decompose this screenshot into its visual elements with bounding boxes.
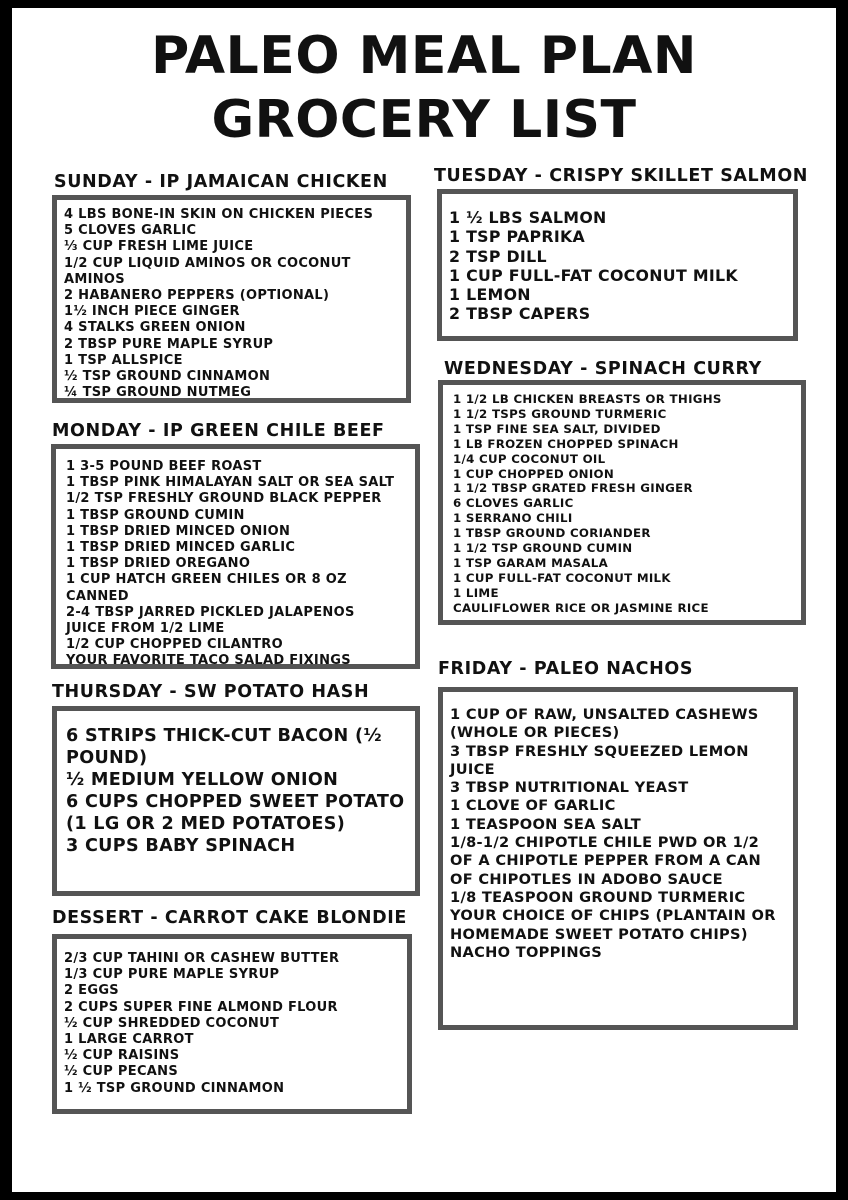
list-item: 1 1/2 TSP GROUND CUMIN bbox=[453, 541, 633, 556]
list-item: ¼ TSP GROUND NUTMEG bbox=[64, 385, 252, 401]
list-item: 1 CUP OF RAW, UNSALTED CASHEWS (WHOLE OR PIECES) bbox=[450, 706, 759, 742]
list-item: 2 HABANERO PEPPERS (OPTIONAL) bbox=[64, 288, 330, 304]
friday-list bbox=[450, 706, 787, 962]
list-item: 6 CUPS CHOPPED SWEET POTATO (1 LG OR 2 MED POTATOES) bbox=[66, 792, 405, 834]
list-item: 1 TSP ALLSPICE bbox=[64, 352, 183, 368]
page-title-line-2: GROCERY LIST bbox=[211, 90, 637, 150]
list-item: 1 TEASPOON SEA SALT bbox=[450, 815, 641, 833]
list-item: ½ MEDIUM YELLOW ONION bbox=[66, 770, 339, 790]
list-item: 1 1/2 LB CHICKEN BREASTS OR THIGHS bbox=[453, 392, 722, 406]
list-item: 1 ½ TSP GROUND CINNAMON bbox=[64, 1080, 285, 1096]
list-item: NACHO TOPPINGS bbox=[450, 943, 603, 961]
list-item: CAULIFLOWER RICE OR JASMINE RICE bbox=[453, 600, 709, 615]
list-item: 6 STRIPS THICK-CUT BACON (½ POUND) bbox=[66, 726, 382, 768]
wednesday-heading: WEDNESDAY - SPINACH CURRY bbox=[444, 359, 762, 379]
dessert-heading: DESSERT - CARROT CAKE BLONDIE bbox=[52, 908, 407, 928]
list-item: 3 TBSP FRESHLY SQUEEZED LEMON JUICE bbox=[450, 742, 749, 778]
list-item: 2/3 CUP TAHINI OR CASHEW BUTTER bbox=[64, 951, 340, 966]
list-item: ½ CUP PECANS bbox=[64, 1064, 178, 1080]
monday-list-box bbox=[51, 444, 420, 669]
list-item: 1 ½ LBS SALMON bbox=[449, 208, 607, 227]
list-item: 1 TSP GARAM MASALA bbox=[453, 555, 609, 570]
list-item: 1/4 CUP COCONUT OIL bbox=[453, 451, 606, 466]
list-item: 1 1/2 TSPS GROUND TURMERIC bbox=[453, 406, 667, 421]
list-item: 1 CUP FULL-FAT COCONUT MILK bbox=[449, 265, 738, 285]
list-item: 1 TBSP DRIED MINCED GARLIC bbox=[66, 540, 296, 556]
list-item: 1 3-5 POUND BEEF ROAST bbox=[66, 459, 262, 474]
list-item: 2 TBSP CAPERS bbox=[449, 304, 591, 324]
list-item: 1 TBSP GROUND CORIANDER bbox=[453, 526, 651, 541]
sunday-list-box bbox=[52, 195, 411, 403]
monday-heading: MONDAY - IP GREEN CHILE BEEF bbox=[52, 421, 385, 441]
page-title-line-1: PALEO MEAL PLAN bbox=[151, 26, 697, 86]
list-item: 2 CUPS SUPER FINE ALMOND FLOUR bbox=[64, 999, 338, 1015]
list-item: 1 SERRANO CHILI bbox=[453, 511, 573, 526]
list-item: 1 TSP FINE SEA SALT, DIVIDED bbox=[453, 421, 661, 436]
list-item: 1 LB FROZEN CHOPPED SPINACH bbox=[453, 436, 679, 451]
list-item: 1 CUP HATCH GREEN CHILES OR 8 OZ CANNED bbox=[66, 572, 347, 604]
dessert-list-box bbox=[52, 934, 412, 1114]
list-item: 3 CUPS BABY SPINACH bbox=[66, 836, 296, 856]
list-item: 1½ INCH PIECE GINGER bbox=[64, 304, 240, 320]
list-item: 1/3 CUP PURE MAPLE SYRUP bbox=[64, 967, 280, 983]
list-item: 1 CUP FULL-FAT COCONUT MILK bbox=[453, 570, 671, 585]
wednesday-list-box bbox=[438, 380, 806, 625]
list-item: 4 STALKS GREEN ONION bbox=[64, 320, 246, 336]
list-item: 1 LARGE CARROT bbox=[64, 1032, 194, 1048]
tuesday-list-box bbox=[437, 189, 798, 341]
list-item: YOUR CHOICE OF CHIPS (PLANTAIN OR HOMEMADE SWEET POTATO CHIPS) bbox=[450, 907, 776, 943]
list-item: 1 CUP CHOPPED ONION bbox=[453, 466, 615, 481]
list-item: 1 1/2 TBSP GRATED FRESH GINGER bbox=[453, 481, 693, 496]
list-item: 3 TBSP NUTRITIONAL YEAST bbox=[450, 779, 689, 797]
list-item: 2 EGGS bbox=[64, 983, 119, 999]
list-item: 4 LBS BONE-IN SKIN ON CHICKEN PIECES bbox=[64, 207, 374, 222]
tuesday-list bbox=[449, 208, 787, 324]
list-item: 2 TSP DILL bbox=[449, 246, 547, 266]
list-item: ½ TSP GROUND CINNAMON bbox=[64, 369, 271, 385]
dessert-list bbox=[64, 951, 401, 1097]
list-item: 2 TBSP PURE MAPLE SYRUP bbox=[64, 336, 274, 352]
thursday-list bbox=[66, 725, 411, 857]
list-item: 1 CLOVE OF GARLIC bbox=[450, 797, 616, 815]
thursday-list-box bbox=[52, 706, 420, 896]
list-item: YOUR FAVORITE TACO SALAD FIXINGS bbox=[66, 653, 351, 669]
list-item: 1 TBSP DRIED MINCED ONION bbox=[66, 523, 291, 539]
list-item: 1/2 TSP FRESHLY GROUND BLACK PEPPER bbox=[66, 491, 382, 507]
list-item: 1 TSP PAPRIKA bbox=[449, 227, 586, 247]
list-item: 1/2 CUP CHOPPED CILANTRO bbox=[66, 637, 283, 653]
list-item: 1/2 CUP LIQUID AMINOS OR COCONUT AMINOS bbox=[64, 255, 351, 287]
list-item: 6 CLOVES GARLIC bbox=[453, 496, 574, 511]
list-item: 1/8-1/2 CHIPOTLE CHILE PWD OR 1/2 OF A CHIPOTLE PEPPER FROM A CAN OF CHIPOTLES IN ADOBO SAUCE bbox=[450, 834, 762, 888]
list-item: ⅓ CUP FRESH LIME JUICE bbox=[64, 239, 254, 255]
list-item: ½ CUP SHREDDED COCONUT bbox=[64, 1015, 280, 1031]
list-item: 1/8 TEASPOON GROUND TURMERIC bbox=[450, 888, 746, 906]
sunday-heading: SUNDAY - IP JAMAICAN CHICKEN bbox=[54, 172, 388, 192]
list-item: 5 CLOVES GARLIC bbox=[64, 223, 197, 239]
list-item: 2-4 TBSP JARRED PICKLED JALAPENOS bbox=[66, 604, 355, 620]
monday-list bbox=[66, 459, 409, 669]
list-item: 1 TBSP PINK HIMALAYAN SALT OR SEA SALT bbox=[66, 475, 395, 491]
list-item: ½ CUP RAISINS bbox=[64, 1048, 180, 1064]
friday-list-box bbox=[438, 687, 798, 1030]
sunday-list bbox=[64, 207, 398, 401]
list-item: 1 TBSP GROUND CUMIN bbox=[66, 507, 245, 523]
list-item: 1 TBSP DRIED OREGANO bbox=[66, 556, 251, 572]
list-item: 1 LIME bbox=[453, 585, 499, 600]
list-item: JUICE FROM 1/2 LIME bbox=[66, 621, 225, 637]
list-item: 1 LEMON bbox=[449, 285, 531, 305]
thursday-heading: THURSDAY - SW POTATO HASH bbox=[52, 682, 370, 702]
tuesday-heading: TUESDAY - CRISPY SKILLET SALMON bbox=[434, 166, 809, 186]
wednesday-list bbox=[453, 392, 796, 616]
friday-heading: FRIDAY - PALEO NACHOS bbox=[438, 659, 694, 679]
